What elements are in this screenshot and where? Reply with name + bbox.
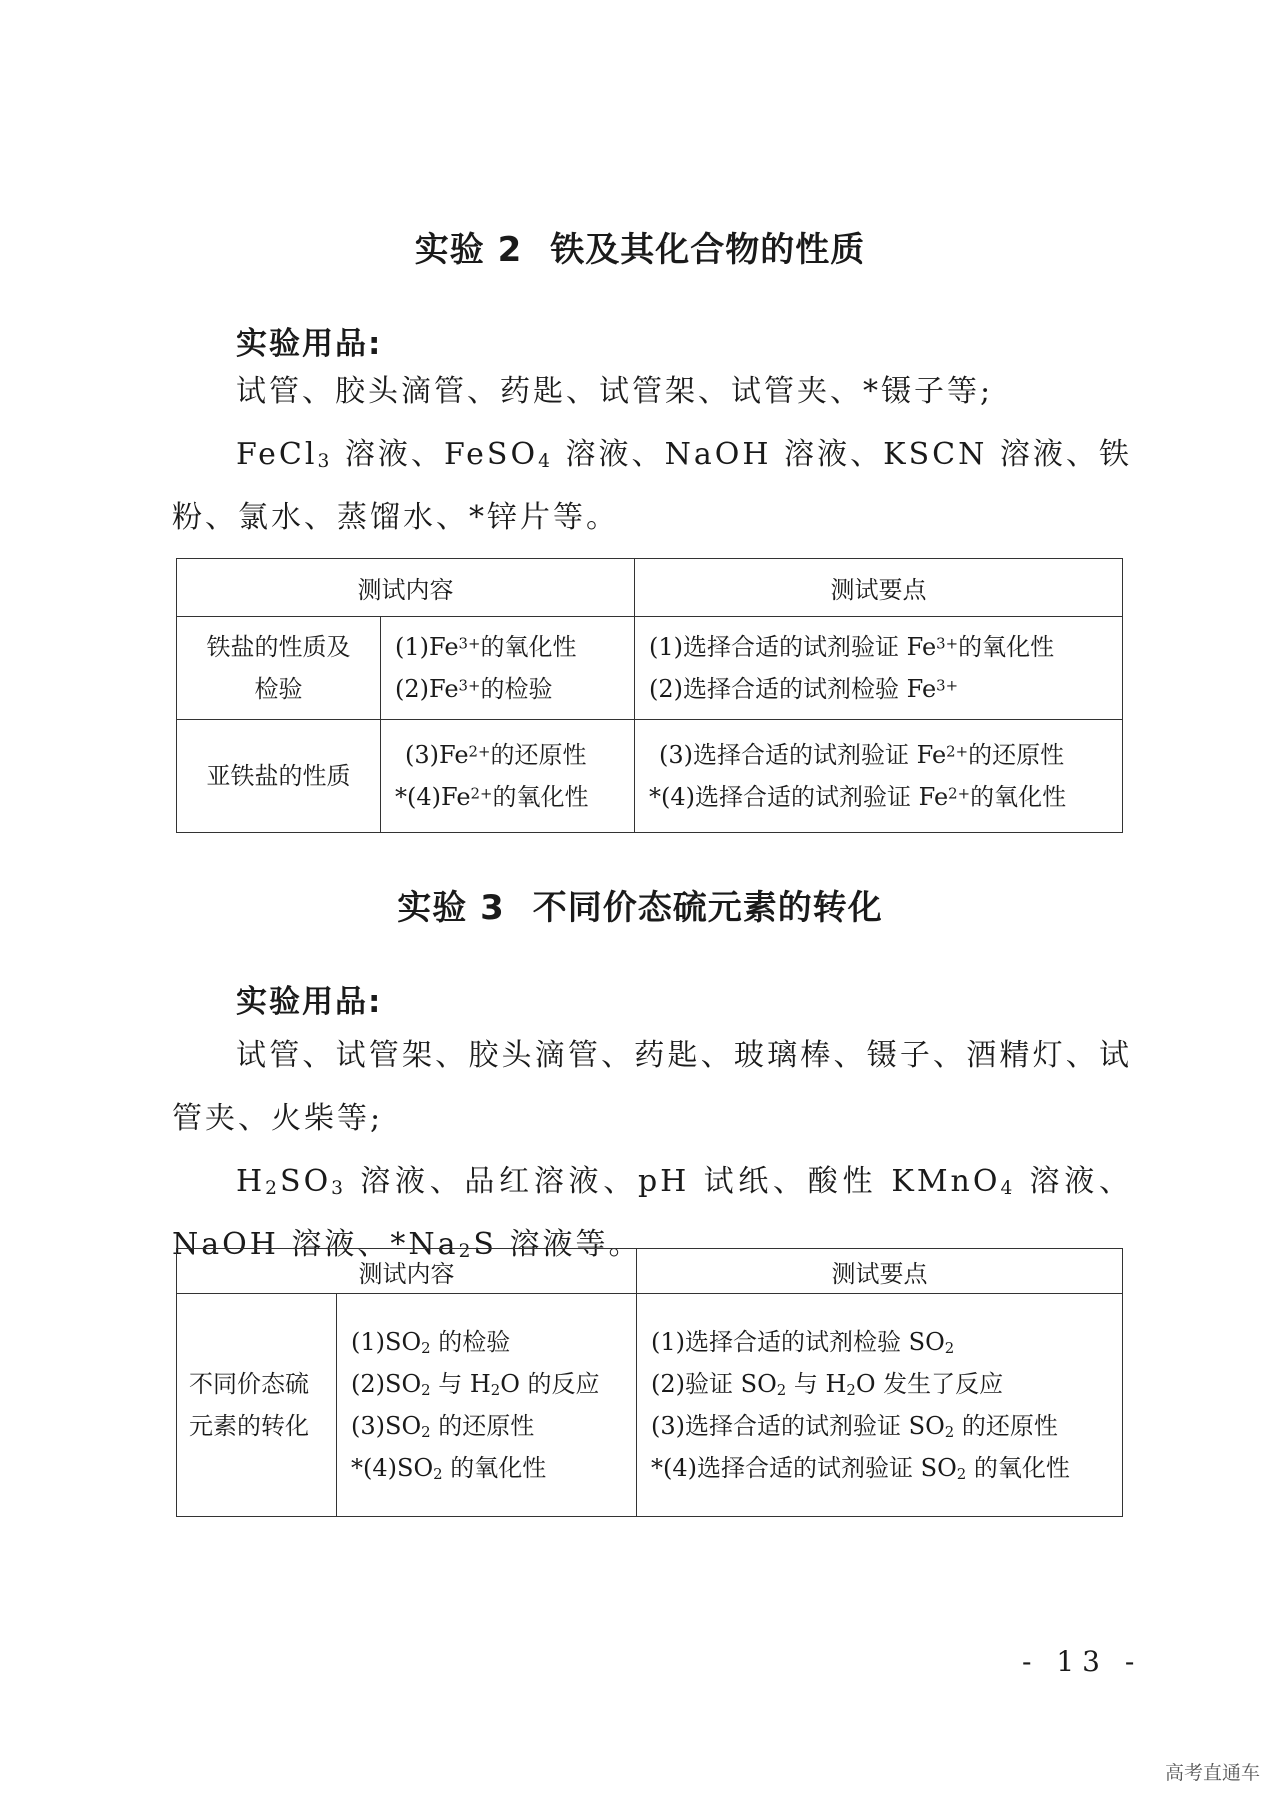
- experiment3-table: [176, 1248, 1123, 1517]
- row-items: [337, 1294, 637, 1517]
- table-row: [177, 720, 1123, 833]
- list-item: (1)选择合适的试剂验证 $Fe^{3+}$的氧化性: [649, 633, 1055, 661]
- experiment2-title-num: 实验 2: [414, 230, 523, 270]
- list-item: $*(4)SO_2$ 的氧化性: [351, 1454, 547, 1483]
- experiment2-title-text: 铁及其化合物的性质: [550, 230, 866, 270]
- list-item: (3)选择合适的试剂验证 $Fe^{2+}$的还原性: [659, 741, 1065, 769]
- experiment2-supplies: [172, 360, 1132, 549]
- row-category: 不同价态硫 元素的转化: [177, 1294, 337, 1517]
- table-header-row: [177, 559, 1123, 617]
- list-item: $(1)Fe^{3+}$的氧化性: [395, 633, 577, 661]
- list-item: $(3)Fe^{2+}$的还原性: [405, 741, 587, 769]
- list-item: *(4)选择合适的试剂验证 $Fe^{2+}$的氧化性: [649, 783, 1067, 811]
- table-row: [177, 617, 1123, 720]
- list-item: (1)选择合适的试剂检验 $SO_2$: [651, 1328, 955, 1357]
- list-item: $(1)SO_2$ 的检验: [351, 1328, 511, 1357]
- watermark: 高考直通车: [1164, 1762, 1260, 1784]
- experiment3-supplies-label: 实验用品:: [236, 984, 383, 1020]
- experiment2-table: [176, 558, 1123, 833]
- row-points: [635, 720, 1123, 833]
- row-points: [635, 617, 1123, 720]
- list-item: $*(4)Fe^{2+}$的氧化性: [395, 783, 589, 811]
- row-items: [381, 720, 635, 833]
- table-header-row: [177, 1249, 1123, 1294]
- header-test-content: 测试内容: [177, 559, 635, 617]
- experiment2-equipment: 试管、胶头滴管、药匙、试管架、试管夹、*镊子等;: [236, 374, 994, 409]
- list-item: $(2)Fe^{3+}$的检验: [395, 675, 553, 703]
- experiment2-title: [0, 222, 1280, 271]
- experiment3-title: [0, 880, 1280, 929]
- row-category: 铁盐的性质及 检验: [177, 617, 381, 720]
- header-test-points: 测试要点: [637, 1249, 1123, 1294]
- table-row: [177, 1294, 1123, 1517]
- experiment2-reagents: FeCl$_3$ 溶液、FeSO$_4$ 溶液、NaOH 溶液、KSCN 溶液、铁粉、氯水、蒸馏水、*锌片等。: [172, 437, 1132, 535]
- row-category: 亚铁盐的性质: [177, 720, 381, 833]
- list-item: $(3)SO_2$ 的还原性: [351, 1412, 535, 1441]
- page-number: - 13 -: [1022, 1645, 1143, 1678]
- list-item: *(4)选择合适的试剂验证 $SO_2$ 的氧化性: [651, 1454, 1070, 1483]
- experiment3-title-text: 不同价态硫元素的转化: [532, 888, 883, 928]
- experiment3-title-num: 实验 3: [397, 888, 505, 928]
- experiment3-reagents: $H_2SO_3$ 溶液、品红溶液、pH 试纸、酸性 KMnO$_4$ 溶液、NaOH 溶液、$*Na_2S$ 溶液等。: [172, 1164, 1132, 1262]
- experiment3-equipment: 试管、试管架、胶头滴管、药匙、玻璃棒、镊子、酒精灯、试管夹、火柴等;: [172, 1038, 1132, 1136]
- experiment3-supplies: [172, 1024, 1132, 1276]
- row-points: [637, 1294, 1123, 1517]
- list-item: (2)验证 $SO_2$ 与 $H_2O$ 发生了反应: [651, 1370, 1004, 1399]
- header-test-content: 测试内容: [177, 1249, 637, 1294]
- experiment2-supplies-label: 实验用品:: [236, 326, 383, 362]
- list-item: $(2)SO_2$ 与 $H_2O$ 的反应: [351, 1370, 600, 1399]
- list-item: (3)选择合适的试剂验证 $SO_2$ 的还原性: [651, 1412, 1058, 1441]
- header-test-points: 测试要点: [635, 559, 1123, 617]
- list-item: (2)选择合适的试剂检验 $Fe^{3+}$: [649, 675, 959, 703]
- row-items: [381, 617, 635, 720]
